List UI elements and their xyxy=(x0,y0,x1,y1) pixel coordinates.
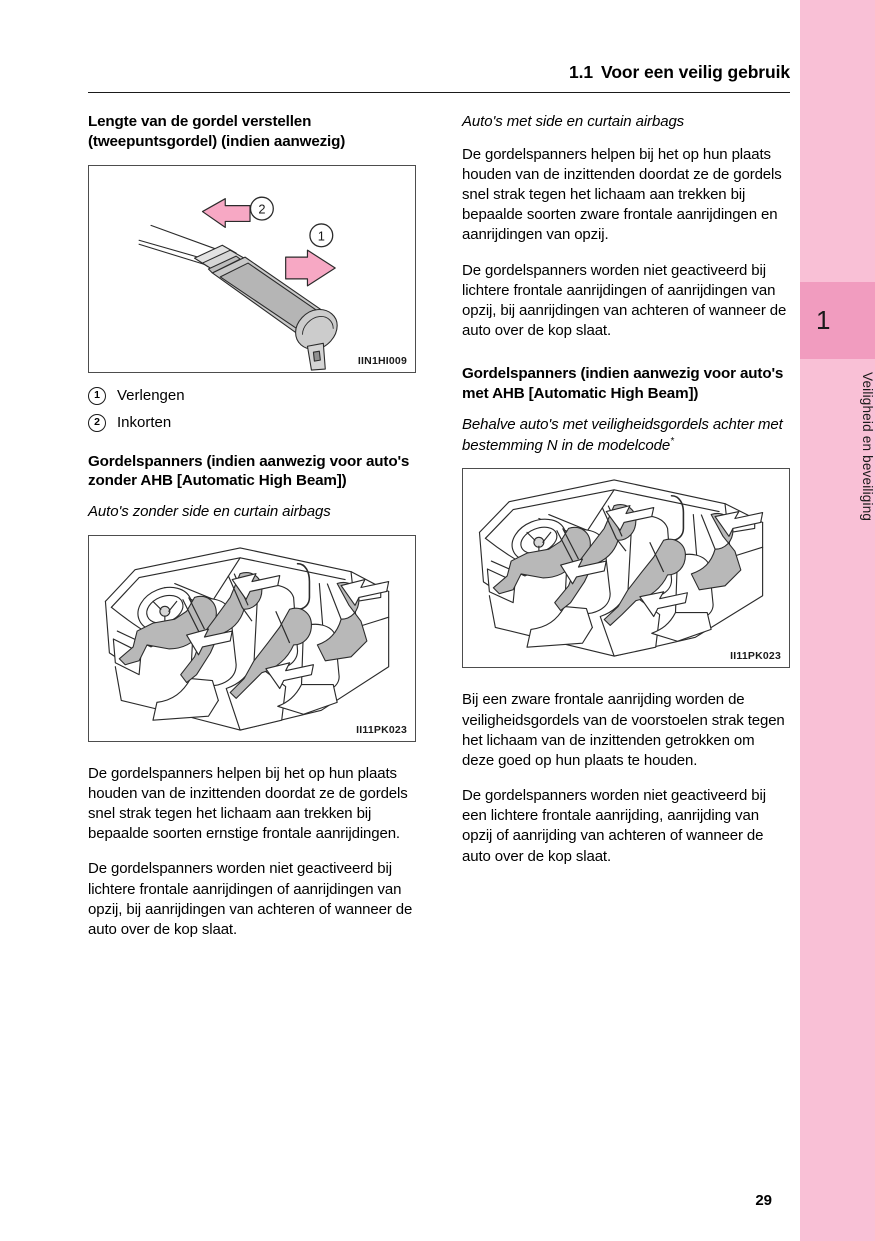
section-title: Voor een veilig gebruik xyxy=(601,62,790,82)
arrow-extend xyxy=(286,250,336,286)
callout-number: 2 xyxy=(88,414,106,432)
left-heading-belt-length: Lengte van de gordel verstellen (tweepuntsgordel) (indien aanwezig) xyxy=(88,113,346,150)
right-column xyxy=(462,112,790,940)
left-heading-pretensioners: Gordelspanners (indien aanwezig voor auto's zonder AHB [Automatic High Beam]) xyxy=(88,452,410,490)
right-subtitle-with-airbags: Auto's met side en curtain airbags xyxy=(462,113,685,130)
belt-adjustment-illustration xyxy=(89,166,415,372)
figure-cabin-right xyxy=(462,468,790,668)
list-item xyxy=(88,414,416,432)
right-paragraph-3: Bij een zware frontale aanrijding worden de veiligheidsgordels van de voorstoelen strak tegen het lichaam van de inzittenden getrokken om deze goed op hun plaats te houden. xyxy=(462,691,785,769)
chapter-number-tab xyxy=(800,282,875,359)
figure-code: II11PK023 xyxy=(730,650,781,663)
right-heading-pretensioners-ahb: Gordelspanners (indien aanwezig voor auto's met AHB [Automatic High Beam]) xyxy=(462,365,784,403)
header-divider xyxy=(88,92,790,93)
callout-label: Verlengen xyxy=(117,387,185,404)
right-subtitle-modelcode-text: Behalve auto's met veiligheidsgordels achter met bestemming N in de modelcode xyxy=(462,415,783,454)
right-subtitle-modelcode xyxy=(462,415,790,456)
left-paragraph-1: De gordelspanners helpen bij het op hun plaats houden van de inzittenden doordat ze de gordels snel strak tegen het lichaam aan trekken bij bepaalde soorten ernstige frontale aanrijdingen. xyxy=(88,764,408,843)
cabin-occupants-illustration xyxy=(463,469,789,667)
footnote-asterisk: * xyxy=(670,435,674,447)
svg-text:1: 1 xyxy=(317,227,325,243)
callout-circle-1 xyxy=(310,223,333,246)
callout-legend-list xyxy=(88,387,416,432)
chapter-number: 1 xyxy=(816,305,831,335)
list-item xyxy=(88,387,416,405)
figure-belt-adjustment xyxy=(88,165,416,373)
svg-text:2: 2 xyxy=(258,201,266,217)
figure-code: IIN1HI009 xyxy=(357,354,407,367)
left-subtitle-no-airbags: Auto's zonder side en curtain airbags xyxy=(88,503,331,520)
callout-circle-2 xyxy=(251,197,274,220)
page-title xyxy=(88,62,790,92)
section-number: 1.1 xyxy=(569,62,594,82)
figure-code: II11PK023 xyxy=(356,723,407,736)
callout-label: Inkorten xyxy=(117,414,172,431)
figure-cabin-left xyxy=(88,535,416,742)
right-paragraph-2: De gordelspanners worden niet geactiveerd bij lichtere frontale aanrijdingen of aanrijdingen van opzij, bij aanrijdingen van achteren of wanneer de auto over de kop slaat. xyxy=(462,261,787,340)
left-paragraph-2: De gordelspanners worden niet geactiveerd bij lichtere frontale aanrijdingen of aanrijdingen van opzij, bij aanrijdingen van achteren of wanneer de auto over de kop slaat. xyxy=(88,860,413,938)
two-column-body xyxy=(88,112,790,940)
cabin-occupants-illustration xyxy=(89,536,415,741)
chapter-title: Veiligheid en beveiliging xyxy=(860,372,875,522)
callout-number: 1 xyxy=(88,387,106,405)
chapter-index-sidebar xyxy=(800,0,875,1241)
page-number: 29 xyxy=(755,1192,772,1209)
arrow-shorten xyxy=(202,198,250,227)
left-column xyxy=(88,112,416,940)
page-header xyxy=(88,62,790,93)
right-paragraph-4: De gordelspanners worden niet geactiveerd bij een lichtere frontale aanrijding, aanrijding van opzij of aanrijding van achteren of wanneer de auto over de kop slaat. xyxy=(462,787,766,865)
right-paragraph-1: De gordelspanners helpen bij het op hun plaats houden van de inzittenden doordat ze de gordels snel strak tegen het lichaam aan trekken bij bepaalde soorten zware frontale aanrijdingen en aanrijdingen van opzij. xyxy=(462,145,782,244)
